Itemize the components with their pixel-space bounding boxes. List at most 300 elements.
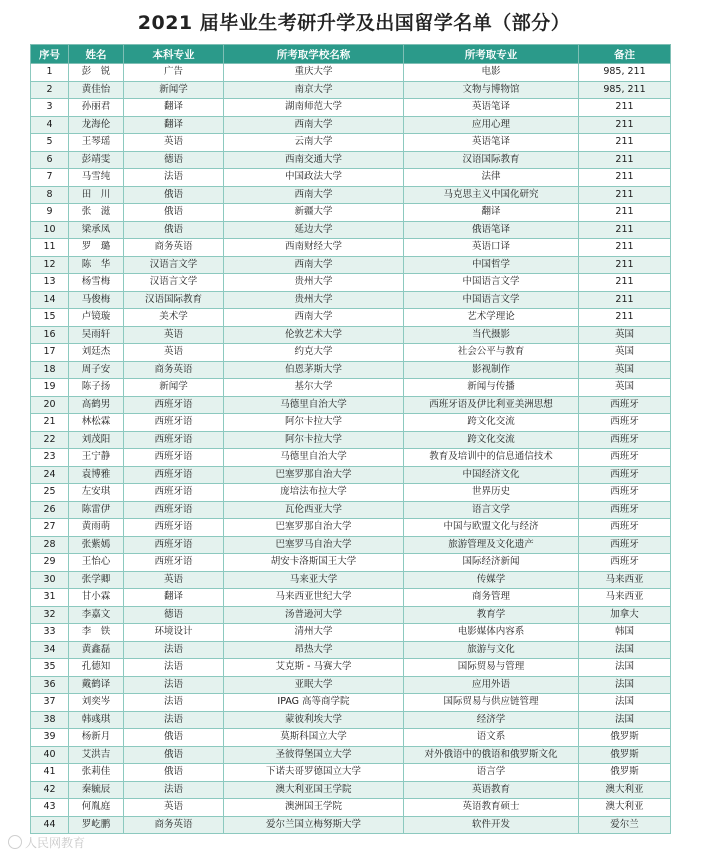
cell-school: 新疆大学 [224,204,404,222]
cell-undergrad-major: 新闻学 [124,81,224,99]
table-row [31,781,671,799]
cell-note: 211 [579,99,671,117]
cell-school: 云南大学 [224,134,404,152]
cell-name: 孔德知 [69,659,124,677]
cell-admitted-major: 旅游与文化 [404,641,579,659]
column-header-school: 所考取学校名称 [224,45,404,64]
table-row [31,711,671,729]
cell-name: 吴雨轩 [69,326,124,344]
table-row [31,221,671,239]
cell-school: 重庆大学 [224,64,404,82]
cell-school: 庞培法布拉大学 [224,484,404,502]
cell-note: 211 [579,116,671,134]
cell-name: 左安琪 [69,484,124,502]
cell-name: 王怡心 [69,554,124,572]
cell-admitted-major: 英语笔译 [404,99,579,117]
cell-name: 彭 锐 [69,64,124,82]
table-row [31,641,671,659]
cell-admitted-major: 旅游管理及文化遗产 [404,536,579,554]
table-row [31,326,671,344]
column-header-undergrad-major: 本科专业 [124,45,224,64]
cell-undergrad-major: 汉语言文学 [124,274,224,292]
cell-undergrad-major: 西班牙语 [124,519,224,537]
cell-school: 南京大学 [224,81,404,99]
cell-school: 贵州大学 [224,291,404,309]
cell-index: 1 [31,64,69,82]
table-row [31,571,671,589]
cell-note: 211 [579,256,671,274]
cell-index: 26 [31,501,69,519]
cell-school: 圣彼得堡国立大学 [224,746,404,764]
cell-school: 马德里自治大学 [224,396,404,414]
cell-index: 41 [31,764,69,782]
cell-admitted-major: 教育及培训中的信息通信技术 [404,449,579,467]
cell-school: 湖南师范大学 [224,99,404,117]
cell-note: 加拿大 [579,606,671,624]
cell-name: 陈子扬 [69,379,124,397]
cell-school: 阿尔卡拉大学 [224,414,404,432]
table-row [31,204,671,222]
cell-school: IPAG 高等商学院 [224,694,404,712]
cell-note: 爱尔兰 [579,816,671,834]
cell-undergrad-major: 英语 [124,326,224,344]
cell-school: 澳大利亚国王学院 [224,781,404,799]
watermark-text: 人民网教育 [25,836,86,850]
cell-index: 39 [31,729,69,747]
cell-index: 5 [31,134,69,152]
cell-undergrad-major: 西班牙语 [124,536,224,554]
cell-index: 2 [31,81,69,99]
page-title: 2021 届毕业生考研升学及出国留学名单（部分） [137,12,571,34]
table-row [31,344,671,362]
cell-note: 英国 [579,361,671,379]
cell-note: 211 [579,274,671,292]
cell-admitted-major: 电影 [404,64,579,82]
cell-name: 张紫嫣 [69,536,124,554]
cell-note: 韩国 [579,624,671,642]
cell-note: 西班牙 [579,501,671,519]
cell-name: 林松霖 [69,414,124,432]
cell-note: 211 [579,151,671,169]
cell-name: 秦毓辰 [69,781,124,799]
cell-name: 刘奕岑 [69,694,124,712]
cell-name: 王琴瑶 [69,134,124,152]
cell-undergrad-major: 俄语 [124,204,224,222]
cell-note: 西班牙 [579,449,671,467]
cell-note: 西班牙 [579,414,671,432]
cell-admitted-major: 中国经济文化 [404,466,579,484]
cell-name: 王宁静 [69,449,124,467]
cell-note: 法国 [579,694,671,712]
cell-name: 张 滋 [69,204,124,222]
table-row [31,589,671,607]
cell-undergrad-major: 英语 [124,134,224,152]
cell-school: 西南财经大学 [224,239,404,257]
cell-school: 爱尔兰国立梅努斯大学 [224,816,404,834]
cell-index: 4 [31,116,69,134]
cell-index: 31 [31,589,69,607]
cell-undergrad-major: 翻译 [124,589,224,607]
cell-undergrad-major: 法语 [124,641,224,659]
cell-name: 梁承凤 [69,221,124,239]
cell-admitted-major: 世界历史 [404,484,579,502]
column-header-index: 序号 [31,45,69,64]
table-row [31,116,671,134]
cell-index: 40 [31,746,69,764]
cell-name: 李嘉文 [69,606,124,624]
cell-index: 8 [31,186,69,204]
cell-name: 陈雷伊 [69,501,124,519]
cell-school: 艾克斯 - 马赛大学 [224,659,404,677]
cell-undergrad-major: 商务英语 [124,239,224,257]
cell-index: 27 [31,519,69,537]
cell-undergrad-major: 英语 [124,799,224,817]
cell-index: 32 [31,606,69,624]
cell-undergrad-major: 法语 [124,676,224,694]
cell-name: 韩彧琪 [69,711,124,729]
cell-index: 23 [31,449,69,467]
cell-index: 21 [31,414,69,432]
cell-admitted-major: 俄语笔译 [404,221,579,239]
cell-index: 38 [31,711,69,729]
cell-note: 211 [579,239,671,257]
table-row [31,676,671,694]
cell-index: 9 [31,204,69,222]
cell-note: 英国 [579,326,671,344]
cell-name: 张学卿 [69,571,124,589]
cell-undergrad-major: 俄语 [124,746,224,764]
cell-note: 西班牙 [579,554,671,572]
cell-admitted-major: 马克思主义中国化研究 [404,186,579,204]
cell-admitted-major: 中国语言文学 [404,291,579,309]
cell-note: 马来西亚 [579,571,671,589]
cell-undergrad-major: 西班牙语 [124,414,224,432]
cell-school: 瓦伦西亚大学 [224,501,404,519]
cell-school: 蒙彼利埃大学 [224,711,404,729]
cell-undergrad-major: 西班牙语 [124,431,224,449]
cell-school: 清州大学 [224,624,404,642]
cell-undergrad-major: 英语 [124,571,224,589]
cell-undergrad-major: 西班牙语 [124,396,224,414]
cell-school: 昂热大学 [224,641,404,659]
cell-school: 马来西亚世纪大学 [224,589,404,607]
cell-admitted-major: 中国哲学 [404,256,579,274]
cell-note: 西班牙 [579,536,671,554]
cell-undergrad-major: 俄语 [124,729,224,747]
cell-school: 中国政法大学 [224,169,404,187]
cell-admitted-major: 中国与欧盟文化与经济 [404,519,579,537]
cell-note: 211 [579,134,671,152]
column-header-admitted-major: 所考取专业 [404,45,579,64]
cell-index: 44 [31,816,69,834]
table-row [31,291,671,309]
cell-admitted-major: 英语笔译 [404,134,579,152]
cell-note: 西班牙 [579,396,671,414]
cell-note: 俄罗斯 [579,764,671,782]
cell-school: 巴塞罗马自治大学 [224,536,404,554]
table-row [31,484,671,502]
cell-undergrad-major: 西班牙语 [124,501,224,519]
cell-name: 艾洪吉 [69,746,124,764]
cell-note: 俄罗斯 [579,729,671,747]
table-row [31,554,671,572]
cell-note: 985, 211 [579,64,671,82]
cell-school: 基尔大学 [224,379,404,397]
cell-name: 戴鹤译 [69,676,124,694]
cell-index: 35 [31,659,69,677]
column-header-note: 备注 [579,45,671,64]
cell-admitted-major: 社会公平与教育 [404,344,579,362]
cell-note: 法国 [579,676,671,694]
cell-name: 何胤庭 [69,799,124,817]
cell-school: 马来亚大学 [224,571,404,589]
cell-name: 黄佳怡 [69,81,124,99]
table-row [31,396,671,414]
cell-admitted-major: 文物与博物馆 [404,81,579,99]
cell-index: 25 [31,484,69,502]
cell-index: 20 [31,396,69,414]
table-row [31,64,671,82]
cell-admitted-major: 西班牙语及伊比利亚美洲思想 [404,396,579,414]
cell-name: 甘小霖 [69,589,124,607]
cell-undergrad-major: 西班牙语 [124,484,224,502]
cell-admitted-major: 应用心理 [404,116,579,134]
cell-name: 龙海伦 [69,116,124,134]
cell-index: 14 [31,291,69,309]
cell-note: 西班牙 [579,466,671,484]
table-row [31,99,671,117]
table-row [31,694,671,712]
cell-undergrad-major: 法语 [124,694,224,712]
cell-admitted-major: 艺术学理论 [404,309,579,327]
cell-note: 马来西亚 [579,589,671,607]
cell-admitted-major: 语文系 [404,729,579,747]
cell-undergrad-major: 俄语 [124,186,224,204]
cell-index: 15 [31,309,69,327]
cell-school: 延边大学 [224,221,404,239]
cell-index: 6 [31,151,69,169]
cell-undergrad-major: 美术学 [124,309,224,327]
cell-index: 28 [31,536,69,554]
cell-name: 田 川 [69,186,124,204]
cell-undergrad-major: 德语 [124,151,224,169]
cell-undergrad-major: 法语 [124,659,224,677]
watermark [8,834,85,851]
cell-index: 42 [31,781,69,799]
cell-school: 澳洲国王学院 [224,799,404,817]
table-row [31,606,671,624]
cell-school: 阿尔卡拉大学 [224,431,404,449]
cell-note: 西班牙 [579,519,671,537]
cell-school: 贵州大学 [224,274,404,292]
cell-school: 汤普逊河大学 [224,606,404,624]
cell-admitted-major: 影视制作 [404,361,579,379]
cell-admitted-major: 翻译 [404,204,579,222]
cell-index: 37 [31,694,69,712]
cell-undergrad-major: 汉语言文学 [124,256,224,274]
table-row [31,361,671,379]
table-row [31,501,671,519]
watermark-logo-icon [8,835,22,849]
cell-admitted-major: 英语教育 [404,781,579,799]
cell-undergrad-major: 英语 [124,344,224,362]
cell-name: 黄雨萌 [69,519,124,537]
cell-index: 29 [31,554,69,572]
cell-index: 24 [31,466,69,484]
cell-name: 罗 璐 [69,239,124,257]
cell-index: 3 [31,99,69,117]
cell-school: 巴塞罗那自治大学 [224,519,404,537]
cell-index: 7 [31,169,69,187]
cell-index: 11 [31,239,69,257]
cell-undergrad-major: 广告 [124,64,224,82]
table-body [31,64,671,834]
cell-undergrad-major: 西班牙语 [124,466,224,484]
table-row [31,81,671,99]
cell-name: 杨雪梅 [69,274,124,292]
cell-school: 西南大学 [224,309,404,327]
cell-index: 13 [31,274,69,292]
cell-undergrad-major: 新闻学 [124,379,224,397]
cell-note: 211 [579,204,671,222]
cell-index: 16 [31,326,69,344]
table-row [31,729,671,747]
table-row [31,816,671,834]
cell-admitted-major: 商务管理 [404,589,579,607]
cell-admitted-major: 传媒学 [404,571,579,589]
cell-school: 亚眠大学 [224,676,404,694]
cell-admitted-major: 语言学 [404,764,579,782]
table-row [31,449,671,467]
cell-index: 34 [31,641,69,659]
cell-name: 孙丽君 [69,99,124,117]
cell-school: 西南交通大学 [224,151,404,169]
cell-name: 卢镜璇 [69,309,124,327]
cell-school: 下诺夫哥罗德国立大学 [224,764,404,782]
cell-note: 西班牙 [579,431,671,449]
cell-name: 马俊梅 [69,291,124,309]
cell-undergrad-major: 俄语 [124,221,224,239]
cell-admitted-major: 新闻与传播 [404,379,579,397]
cell-name: 刘茂阳 [69,431,124,449]
cell-undergrad-major: 法语 [124,781,224,799]
cell-name: 杨新月 [69,729,124,747]
cell-school: 马德里自治大学 [224,449,404,467]
cell-undergrad-major: 商务英语 [124,816,224,834]
cell-index: 33 [31,624,69,642]
cell-name: 黄鑫磊 [69,641,124,659]
cell-name: 袁博雅 [69,466,124,484]
table-row [31,274,671,292]
cell-admitted-major: 英语教育硕士 [404,799,579,817]
cell-index: 30 [31,571,69,589]
table-row [31,256,671,274]
cell-school: 胡安卡洛斯国王大学 [224,554,404,572]
cell-admitted-major: 当代摄影 [404,326,579,344]
table-row [31,659,671,677]
cell-admitted-major: 跨文化交流 [404,414,579,432]
cell-undergrad-major: 环境设计 [124,624,224,642]
cell-note: 法国 [579,659,671,677]
cell-name: 李 铁 [69,624,124,642]
cell-name: 高鹤男 [69,396,124,414]
cell-undergrad-major: 俄语 [124,764,224,782]
cell-admitted-major: 语言文学 [404,501,579,519]
cell-admitted-major: 中国语言文学 [404,274,579,292]
cell-admitted-major: 汉语国际教育 [404,151,579,169]
cell-undergrad-major: 汉语国际教育 [124,291,224,309]
cell-index: 17 [31,344,69,362]
table-row [31,239,671,257]
cell-note: 法国 [579,711,671,729]
cell-note: 211 [579,169,671,187]
cell-admitted-major: 跨文化交流 [404,431,579,449]
table-row [31,414,671,432]
cell-admitted-major: 经济学 [404,711,579,729]
cell-undergrad-major: 法语 [124,711,224,729]
cell-school: 伦敦艺术大学 [224,326,404,344]
cell-undergrad-major: 法语 [124,169,224,187]
table-row [31,431,671,449]
cell-index: 19 [31,379,69,397]
cell-undergrad-major: 德语 [124,606,224,624]
cell-school: 伯恩茅斯大学 [224,361,404,379]
table-row [31,134,671,152]
cell-name: 罗屹鹏 [69,816,124,834]
table-row [31,536,671,554]
cell-admitted-major: 对外俄语中的俄语和俄罗斯文化 [404,746,579,764]
cell-school: 西南大学 [224,186,404,204]
cell-note: 211 [579,309,671,327]
cell-admitted-major: 应用外语 [404,676,579,694]
cell-school: 约克大学 [224,344,404,362]
cell-undergrad-major: 西班牙语 [124,554,224,572]
cell-undergrad-major: 翻译 [124,99,224,117]
cell-admitted-major: 教育学 [404,606,579,624]
cell-name: 彭靖雯 [69,151,124,169]
cell-name: 刘廷杰 [69,344,124,362]
cell-admitted-major: 国际贸易与管理 [404,659,579,677]
table-row [31,799,671,817]
cell-index: 12 [31,256,69,274]
table-header-row [31,45,671,64]
cell-note: 俄罗斯 [579,746,671,764]
table-row [31,746,671,764]
table-row [31,169,671,187]
cell-note: 法国 [579,641,671,659]
cell-note: 西班牙 [579,484,671,502]
cell-note: 211 [579,221,671,239]
cell-school: 莫斯科国立大学 [224,729,404,747]
cell-undergrad-major: 翻译 [124,116,224,134]
cell-name: 陈 华 [69,256,124,274]
cell-index: 36 [31,676,69,694]
admission-table [30,44,671,834]
cell-index: 22 [31,431,69,449]
cell-note: 英国 [579,344,671,362]
cell-note: 211 [579,186,671,204]
table-row [31,624,671,642]
cell-undergrad-major: 西班牙语 [124,449,224,467]
cell-school: 巴塞罗那自治大学 [224,466,404,484]
cell-undergrad-major: 商务英语 [124,361,224,379]
table-row [31,466,671,484]
cell-admitted-major: 软件开发 [404,816,579,834]
table-row [31,151,671,169]
cell-admitted-major: 电影媒体内容系 [404,624,579,642]
column-header-name: 姓名 [69,45,124,64]
cell-note: 澳大利亚 [579,781,671,799]
